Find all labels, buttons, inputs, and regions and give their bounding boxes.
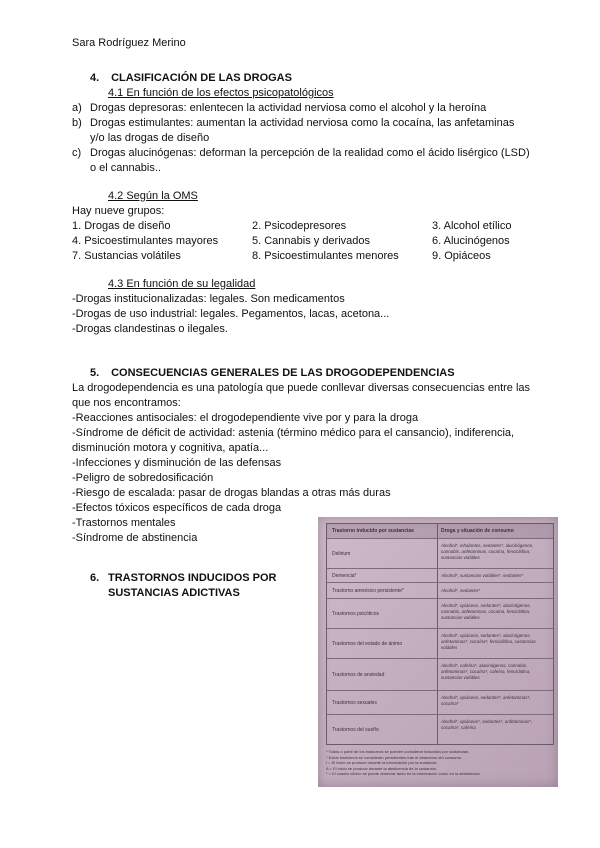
table-cell: Trastornos psicóticos xyxy=(332,611,380,617)
oms-group: 8. Psicoestimulantes menores xyxy=(252,250,399,262)
consequence-item: -Reacciones antisociales: el drogodependiente vive por y para la droga xyxy=(72,412,419,424)
substance-disorders-table-photo xyxy=(318,517,558,787)
table-row xyxy=(327,598,553,629)
list-item xyxy=(72,146,532,176)
section-5-intro: La drogodependencia es una patología que puede conllevar diversas consecuencias entre las que nos encontramos: xyxy=(72,382,531,409)
table-footnote: * Estos trastornos se consideran persistentes tras el abandono del consumo. xyxy=(326,754,463,760)
table-row xyxy=(327,628,553,659)
consequence-item: -Efectos tóxicos específicos de cada droga xyxy=(72,502,282,514)
table-col-header: Droga y situación de consumo xyxy=(441,528,514,534)
groups-intro: Hay nueve grupos: xyxy=(72,205,165,217)
consequence-item: -Infecciones y disminución de las defensas xyxy=(72,457,282,469)
section-4-heading xyxy=(72,71,532,86)
oms-group: 3. Alcohol etílico xyxy=(432,220,512,232)
table-cell: Alcohol*, opiáceos, sedantes*, alucinógenos, anfetaminas*, cocaína*, fenciclidina, sustancias volátiles xyxy=(441,633,536,650)
table-cell: Trastornos del sueño xyxy=(332,727,379,733)
subsection-4-2-title: 4.2 Según la OMS xyxy=(108,190,198,202)
list-item xyxy=(72,116,532,146)
consequence-item: -Síndrome de déficit de actividad: astenia (término médico para el cansancio), indiferencia, disminución motora y cognitiva, apatía... xyxy=(72,427,515,454)
section-4 xyxy=(72,71,532,337)
table-cell: Alcohol*, sedantes* xyxy=(441,588,481,593)
consequence-item: -Síndrome de abstinencia xyxy=(72,532,198,544)
table-cell: Trastorno amnésico persistente* xyxy=(332,588,404,594)
list-text: Drogas estimulantes: aumentan la actividad nerviosa como la cocaína, las anfetaminas y/o las drogas de diseño xyxy=(90,117,515,144)
table-cell: Alcohol*, opiáceos, sedantes*, alucinógenos, cannabis, anfetaminas, cocaína, fenciclidina, sustancias volátiles xyxy=(441,603,531,620)
table-row xyxy=(327,568,553,583)
section-6 xyxy=(72,571,282,601)
table-footnote: * = El cuadro clínico se puede observar tanto en la intoxicación como en la abstinencia. xyxy=(326,771,481,776)
section-4-number: 4. xyxy=(90,72,100,84)
table-cell: Trastornos de ansiedad xyxy=(332,672,385,678)
section-6-number: 6. xyxy=(90,572,100,584)
oms-group: 6. Alucinógenos xyxy=(432,235,510,247)
section-5-number: 5. xyxy=(90,367,100,379)
table-footnote: A = El inicio se produce durante la abstinencia de la sustancia. xyxy=(326,765,437,771)
table-row xyxy=(327,538,553,569)
list-text: Drogas depresoras: enlentecen la actividad nerviosa como el alcohol y la heroína xyxy=(90,102,487,114)
oms-group: 4. Psicoestimulantes mayores xyxy=(72,235,219,247)
table-row xyxy=(327,658,553,691)
subsection-4-3-title: 4.3 En función de su legalidad xyxy=(108,278,256,290)
list-marker: c) xyxy=(72,147,82,159)
section-6-title: TRASTORNOS INDUCIDOS POR SUSTANCIAS ADICTIVAS xyxy=(108,572,277,599)
list-item xyxy=(72,101,532,116)
table-cell: Demencia* xyxy=(332,573,357,579)
oms-group: 2. Psicodepresores xyxy=(252,220,347,232)
table-row xyxy=(327,714,553,745)
legal-item: -Drogas clandestinas o ilegales. xyxy=(72,323,228,335)
table-row xyxy=(327,690,553,715)
table-cell: Alcohol*, opiáceos, sedantes*, anfetaminas*, cocaína* xyxy=(441,695,531,706)
list-marker: a) xyxy=(72,102,82,114)
table-cell: Trastornos del estado de ánimo xyxy=(332,641,403,647)
table-cell: Delirium xyxy=(332,551,351,557)
oms-group: 9. Opiáceos xyxy=(432,250,491,262)
section-4-title: CLASIFICACIÓN DE LAS DROGAS xyxy=(111,72,292,84)
consequence-item: -Trastornos mentales xyxy=(72,517,176,529)
oms-group: 1. Drogas de diseño xyxy=(72,220,171,232)
subsection-4-1-title: 4.1 En función de los efectos psicopatológicos xyxy=(108,87,334,99)
oms-groups-grid xyxy=(72,219,532,264)
table-cell: Alcohol*, inhalantes, sedantes*, alucinógenos, cannabis, anfetaminas, cocaína, fenciclidina, sustancias volátiles xyxy=(441,543,534,560)
legal-item: -Drogas institucionalizadas: legales. Son medicamentos xyxy=(72,293,345,305)
consequence-item: -Peligro de sobredosificación xyxy=(72,472,214,484)
table-col-header: Trastorno inducido por sustancias xyxy=(332,528,414,534)
oms-group: 7. Sustancias volátiles xyxy=(72,250,181,262)
table-frame xyxy=(326,523,554,745)
table-cell: Alcohol*, cafeína*, alucinógenos, cannabis, anfetaminas*, cocaína*, cafeína, fenciclidina, sustancias volátiles xyxy=(441,663,531,680)
table-cell: Alcohol*, opiáceos*, sedantes*, anfetaminas*, cocaína*, cafeína xyxy=(441,719,533,730)
table-footnote: I = El inicio se produce durante la intoxicación por la sustancia. xyxy=(326,760,438,765)
legal-item: -Drogas de uso industrial: legales. Pegamentos, lacas, acetona... xyxy=(72,308,390,320)
author-name: Sara Rodríguez Merino xyxy=(72,37,186,49)
section-6-heading xyxy=(72,571,282,601)
oms-group: 5. Cannabis y derivados xyxy=(252,235,371,247)
section-5-heading xyxy=(72,366,532,381)
list-marker: b) xyxy=(72,117,82,129)
table-cell: Alcohol*, sustancias volátiles*, sedantes* xyxy=(441,573,524,578)
consequence-item: -Riesgo de escalada: pasar de drogas blandas a otras más duras xyxy=(72,487,391,499)
table-cell: Trastornos sexuales xyxy=(332,700,377,706)
table-footnote: * Todos o parte de los trastornos se pueden considerar inducidos por sustancias. xyxy=(326,749,470,754)
section-5-title: CONSECUENCIAS GENERALES DE LAS DROGODEPENDENCIAS xyxy=(111,367,455,379)
table-footnotes xyxy=(326,749,552,777)
table-header xyxy=(327,524,553,539)
list-text: Drogas alucinógenas: deforman la percepción de la realidad como el ácido lisérgico (LSD) o el cannabis.. xyxy=(90,147,530,174)
table-row xyxy=(327,582,553,599)
